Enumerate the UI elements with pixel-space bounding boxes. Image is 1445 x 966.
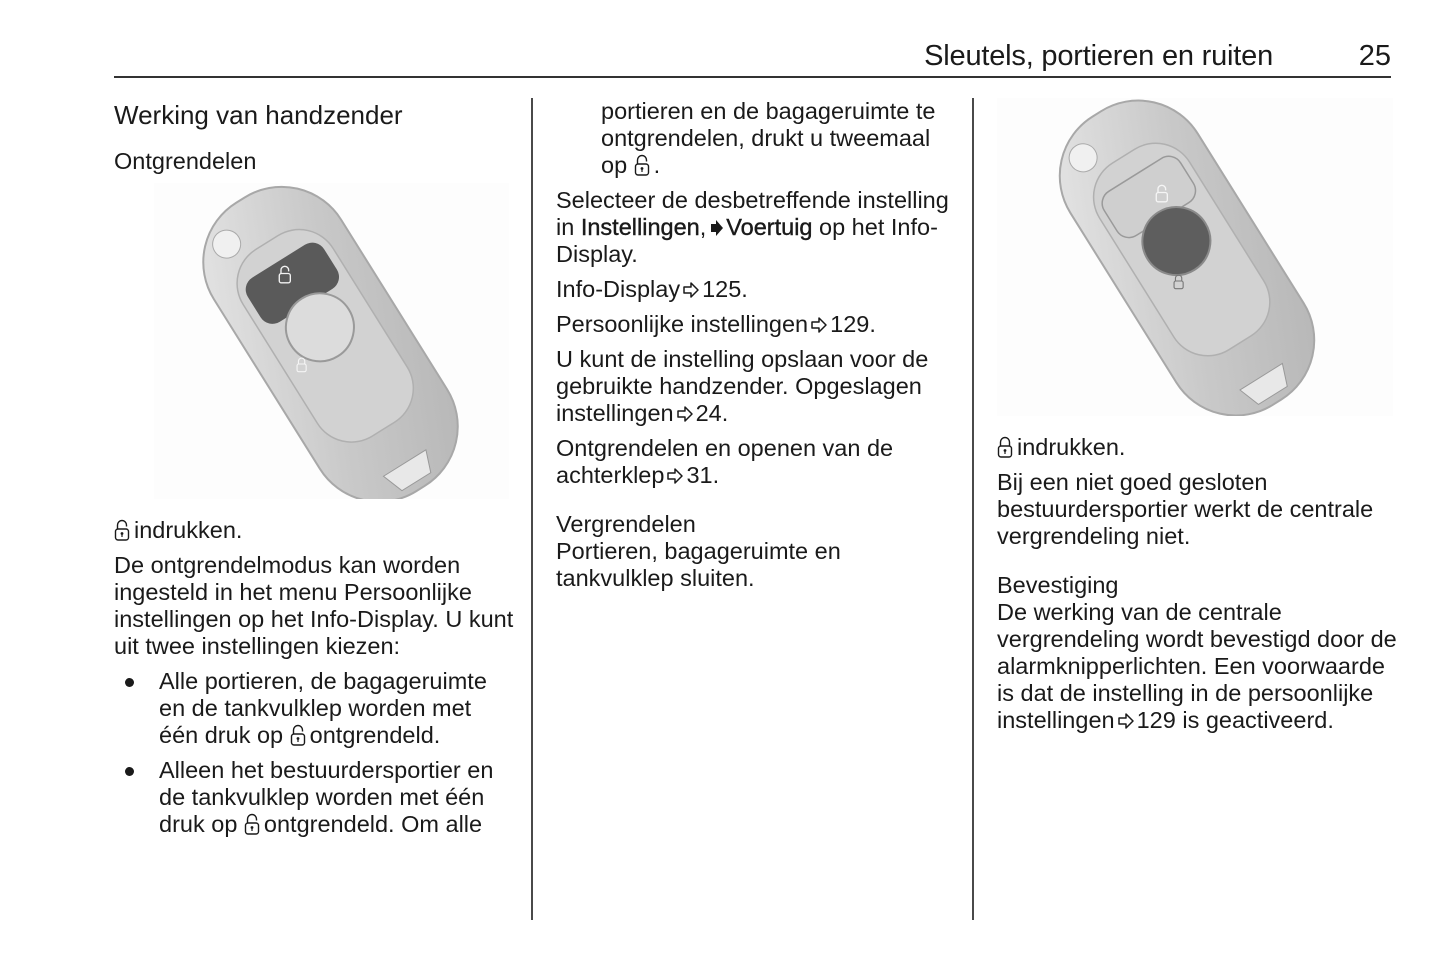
unlock-icon <box>244 813 260 835</box>
press-lock-instruction: indrukken. <box>997 434 1397 461</box>
page-link[interactable]: 24. <box>695 400 729 426</box>
unlock-icon <box>114 519 130 541</box>
list-item: Alleen het bestuurdersportier en de tankvulklep worden met één druk op ontgrendeld. Om alle <box>114 757 514 838</box>
chapter-title: Sleutels, portieren en ruiten <box>924 40 1273 72</box>
subsection-heading-lock: Vergrendelen <box>556 511 696 537</box>
lock-description: Portieren, bagageruimte en tankvulklep sluiten. <box>556 538 841 591</box>
bullet-continuation: portieren en de bagageruimte te ontgrendelen, drukt u tweemaal op . <box>601 98 936 178</box>
menu-path-vehicle: Voertuig <box>726 214 813 240</box>
menu-path-settings: Instellingen <box>580 214 700 240</box>
column-3 <box>997 98 1397 742</box>
page-link[interactable]: 129 <box>1136 707 1176 733</box>
page-link[interactable]: 129. <box>830 311 876 337</box>
page-number: 25 <box>1358 40 1391 72</box>
reference-arrow-icon <box>666 467 684 485</box>
key-fob-illustration-unlock <box>154 183 509 499</box>
unlock-options-list <box>114 668 514 838</box>
cross-reference-info-display: Info-Display 125. <box>556 276 748 302</box>
cross-reference-personal-settings: Persoonlijke instellingen 129. <box>556 311 876 337</box>
unlock-icon <box>290 724 306 746</box>
driver-door-warning: Bij een niet goed gesloten bestuurdersportier werkt de centrale vergrendeling niet. <box>997 469 1374 549</box>
unlock-icon <box>634 154 650 176</box>
column-divider-left <box>531 98 533 920</box>
list-item: Alle portieren, de bagageruimte en de tankvulklep worden met één druk op ontgrendeld. <box>114 668 514 749</box>
subsection-heading-confirmation: Bevestiging <box>997 572 1119 598</box>
confirmation-description: De werking van de centrale vergrendeling wordt bevestigd door de alarmknipperlichten. Een voorwaarde is dat de instelling in de persoonlijke instellingen 129 is geactiveerd. <box>997 599 1397 733</box>
page-link[interactable]: 31. <box>686 462 720 488</box>
menu-arrow-icon <box>710 220 723 236</box>
bullet-icon <box>125 678 134 687</box>
subsection-heading-unlock: Ontgrendelen <box>114 148 257 174</box>
lock-icon <box>997 436 1013 458</box>
column-2 <box>556 98 956 600</box>
save-setting-note: U kunt de instelling opslaan voor de gebruikte handzender. Opgeslagen instellingen 24. <box>556 346 929 426</box>
column-divider-right <box>972 98 974 920</box>
bullet-icon <box>125 767 134 776</box>
reference-arrow-icon <box>810 316 828 334</box>
reference-arrow-icon <box>682 281 700 299</box>
key-fob-illustration-lock <box>997 98 1393 416</box>
section-heading: Werking van handzender <box>114 100 403 130</box>
unlock-mode-intro: De ontgrendelmodus kan worden ingesteld in het menu Persoonlijke instellingen op het Info-Display. U kunt uit twee instellingen kiezen: <box>114 552 514 659</box>
reference-arrow-icon <box>1117 712 1135 730</box>
column-1 <box>114 98 514 846</box>
page-header <box>114 38 1391 78</box>
page-link[interactable]: 125. <box>702 276 748 302</box>
reference-arrow-icon <box>676 405 694 423</box>
press-unlock-instruction: indrukken. <box>114 517 514 544</box>
select-setting-instruction: Selecteer de desbetreffende instelling in Instellingen, Voertuig op het Info-Display. <box>556 187 949 267</box>
tailgate-reference: Ontgrendelen en openen van de achterklep 31. <box>556 435 894 488</box>
